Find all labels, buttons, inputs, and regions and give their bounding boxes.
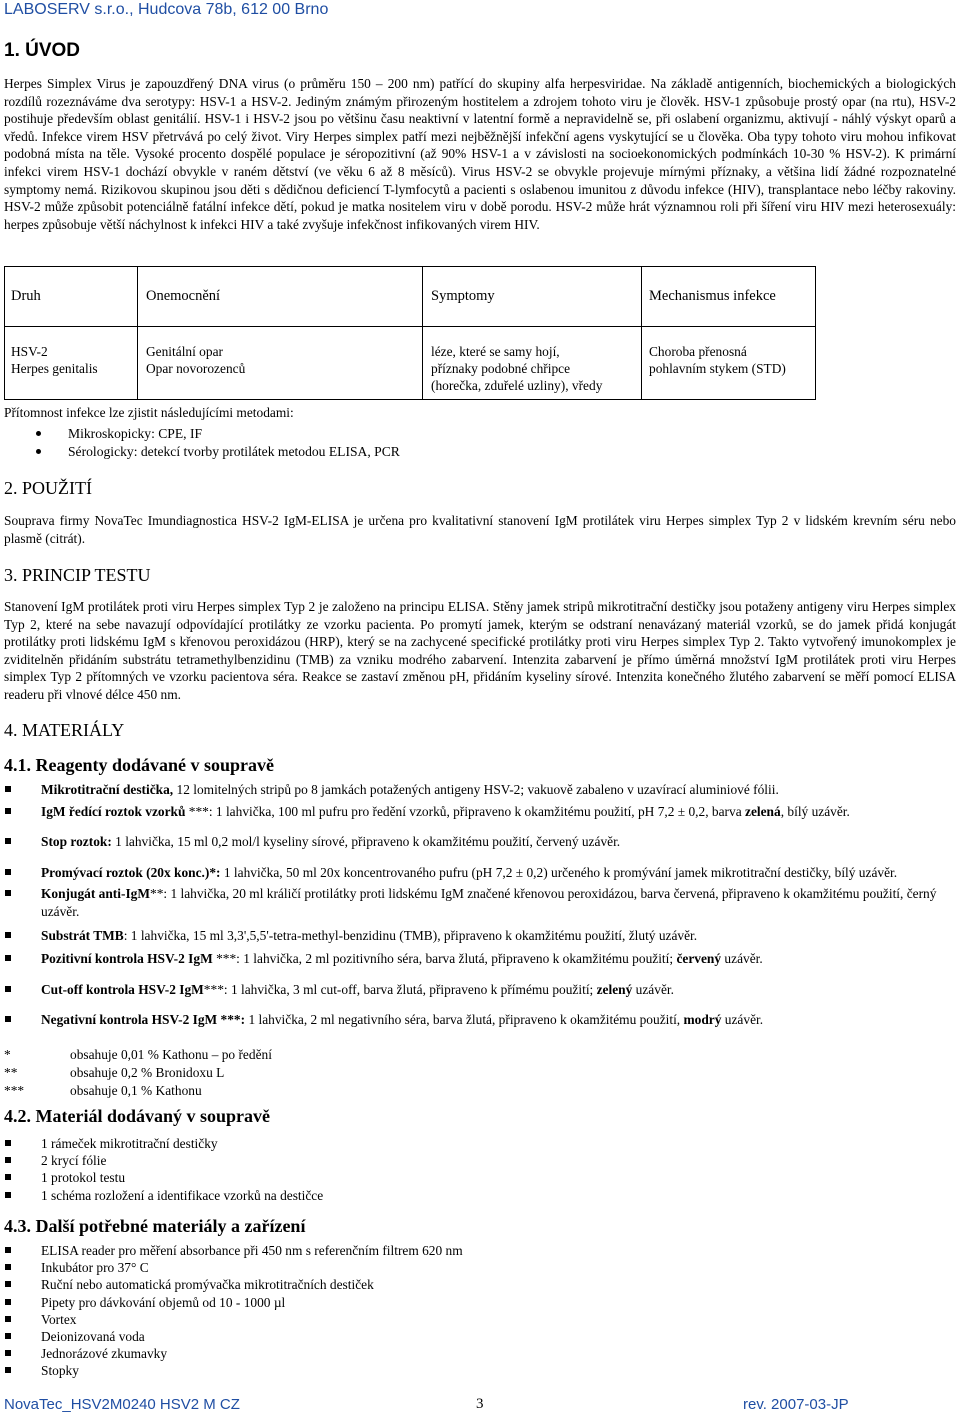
section-1-text: Herpes Simplex Virus je zapouzdřený DNA virus (o průměru 150 – 200 nm) patřící do skupiny alfa herpesviridae. Na základě antigenních, biochemických a biologických rozdílů rozeznáváme dva serotypy: HSV-1 a HSV-2. Jediným známým přirozeným hostitelem a zdrojem tohoto viru je člověk. HSV-1 způsobuje prostý opar (na rtu), HSV-2 postihuje především oblast genitálií. HSV-1 i HSV-2 jsou po většinu času neaktivní v latentní formě a nepravidelně se, při oslabení organizmu, aktivují - náhlý výskyt oparů a vředů. Infekce virem HSV přetrvává po celý život. Viry Herpes simplex patří mezi nejběžnější infekční agens vyskytující se u člověka. Oba typy tohoto viru mohou infikovat podobná místa na těle. Vysoké procento dospělé populace je séropozitivní (až 90% HSV-1 a v závislosti na socioekonomických podmínkách 10-30 % HSV-2). K primární infekci virem HSV-1 dochází obvykle v raném dětství (ve věku 6 až 8 měsíců). Virus HSV-2 se obvykle projevuje mírnými příznaky, a většina lidí žádné rozpoznatelné symptomy nemá. Rizikovou skupinou jsou děti s dědičnou deficiencí T-lymfocytů a pacienti s oslabenou imunitou z důvodu infekce (HIV), transplantace nebo léčby rakoviny. HSV-2 může způsobit potenciálně fatální infekce dětí, pokud je matka nositelem viru v době porodu. HSV-2 může hrát významnou roli při šíření viru HIV mezi heterosexuály: herpes způsobuje větší náchylnost k infekci HIV a také zvyšuje infekčnost infikovaných virem HIV. <box>4 76 956 232</box>
square-bullet-icon <box>5 1333 11 1339</box>
list-item: 1 schéma rozložení a identifikace vzorků na destičce <box>4 1187 956 1204</box>
square-bullet-icon <box>5 1316 11 1322</box>
footer-page-number: 3 <box>476 1396 484 1412</box>
company-header: LABOSERV s.r.o., Hudcova 78b, 612 00 Brno <box>4 1 329 18</box>
reagent-item: IgM ředící roztok vzorků ***: 1 lahvička, 100 ml pufru pro ředění vzorků, připraveno k okamžitému použití, pH 7,2 ± 0,2, barva zelená, bílý uzávěr. <box>4 803 956 821</box>
table-divider <box>5 326 815 327</box>
table-col-divider <box>641 267 642 399</box>
square-bullet-icon <box>5 1140 11 1146</box>
reagent-item: Substrát TMB: 1 lahvička, 15 ml 3,3',5,5'-tetra-methyl-benzidinu (TMB), připraveno k okamžitému použití, žlutý uzávěr. <box>4 927 956 945</box>
detection-intro: Přítomnost infekce lze zjistit následujícími metodami: <box>4 405 294 420</box>
list-item: Mikroskopicky: CPE, IF <box>0 425 400 443</box>
table-cell-symptomy: léze, které se samy hojí, příznaky podobné chřipce (horečka, zduřelé uzliny), vředy <box>431 344 603 393</box>
square-bullet-icon <box>5 890 11 896</box>
table-col-divider <box>137 267 138 399</box>
reagent-item: Konjugát anti-IgM**: 1 lahvička, 20 ml králičí protilátky proti lidskému IgM značené křenovou peroxidázou, barva červená, připraveno k okamžitému použití, černý uzávěr. <box>4 885 956 920</box>
round-bullet-icon <box>36 431 41 436</box>
section-4-1-title: 4.1. Reagenty dodávané v soupravě <box>4 755 275 775</box>
list-item: ELISA reader pro měření absorbance při 450 nm s referenčním filtrem 620 nm <box>4 1242 956 1259</box>
table-header-onemocneni: Onemocnění <box>146 288 221 304</box>
section-4-title: 4. MATERIÁLY <box>4 720 125 740</box>
list-item: Vortex <box>4 1311 956 1328</box>
square-bullet-icon <box>5 986 11 992</box>
section-4-3-title: 4.3. Další potřebné materiály a zařízení <box>4 1216 306 1236</box>
square-bullet-icon <box>5 1247 11 1253</box>
list-item: Sérologicky: detekcí tvorby protilátek metodou ELISA, PCR <box>0 443 400 461</box>
table-cell-druh: HSV-2 Herpes genitalis <box>11 344 98 376</box>
supplied-list <box>4 1135 956 1204</box>
square-bullet-icon <box>5 1350 11 1356</box>
table-header-symptomy: Symptomy <box>431 288 495 304</box>
table-header-mechanismus: Mechanismus infekce <box>649 288 776 304</box>
square-bullet-icon <box>5 1367 11 1373</box>
list-item: 1 rámeček mikrotitrační destičky <box>4 1135 956 1152</box>
footer-doc-id: NovaTec_HSV2M0240 HSV2 M CZ <box>4 1396 240 1413</box>
list-item: Inkubátor pro 37° C <box>4 1259 956 1276</box>
section-3-title: 3. PRINCIP TESTU <box>4 565 151 585</box>
list-item: Pipety pro dávkování objemů od 10 - 1000 µl <box>4 1294 956 1311</box>
document-page: LABOSERV s.r.o., Hudcova 78b, 612 00 Brno 1. ÚVOD Herpes Simplex Virus je zapouzdřený DNA virus (o průměru 150 – 200 nm) patřící do skupiny alfa herpesviridae. Na základě antigenních, biochemických a biologických rozdílů rozeznáváme dva serotypy: HSV-1 a HSV-2. Jediným známým přirozeným hostitelem a zdrojem tohoto viru je člověk. HSV-1 způsobuje prostý opar (na rtu), HSV-2 postihuje především oblast genitálií. HSV-1 i HSV-2 jsou po většinu času neaktivní v latentní formě a nepravidelně se, při oslabení organizmu, aktivují - náhlý výskyt oparů a vředů. Infekce virem HSV přetrvává po celý život. Viry Herpes simplex patří mezi nejběžnější infekční agens vyskytující se u člověka. Oba typy tohoto viru mohou infikovat podobná místa na těle. Vysoké procento dospělé populace je séropozitivní (až 90% HSV-1 a v závislosti na socioekonomických podmínkách 10-30 % HSV-2). K primární infekci virem HSV-1 dochází obvykle v raném dětství (ve věku 6 až 8 měsíců). Virus HSV-2 se obvykle projevuje mírnými příznaky, a většina lidí žádné rozpoznatelné symptomy nemá. Rizikovou skupinou jsou děti s dědičnou deficiencí T-lymfocytů a pacienti s oslabenou imunitou z důvodu infekce (HIV), transplantace nebo léčby rakoviny. HSV-2 může způsobit potenciálně fatální infekce dětí, pokud je matka nositelem viru v době porodu. HSV-2 může hrát významnou roli při šíření viru HIV mezi heterosexuály: herpes způsobuje větší náchylnost k infekci HIV a také zvyšuje infekčnost infikovaných virem HIV. Druh Onemocnění Symptomy Mechanismus infekce HSV-2 Herpes genitalis Genitální opar Opar novorozenců léze, které se samy hojí, příznaky podobné chřipce (horečka, zduřelé uzliny), vředy Choroba přenosná pohlavním stykem (STD) Přítomnost infekce lze zjistit následujícími metodami: Mikroskopicky: CPE, IF Sérologicky: detekcí tvorby protilátek metodou ELISA, PCR 2. POUŽITÍ Souprava firmy NovaTec Imundiagnostica HSV-2 IgM-ELISA je určena pro kvalitativní stanovení IgM protilátek viru Herpes simplex Typ 2 v lidském krevním séru nebo plasmě (citrát). 3. PRINCIP TESTU Stanovení IgM protilátek proti viru Herpes simplex Typ 2 je založeno na principu ELISA. Stěny jamek stripů mikrotitrační destičky jsou potaženy antigeny viru Herpes simplex Typ 2, které na sebe navazují odpovídající protilátky ze vzorku pacienta. Po promytí jamek, kterým se odstraní nenavázaný materiál vzorků, se do jamek přidá konjugát protilátky proti lidskému IgM s křenovou peroxidázou (HRP), který se na zachycené specifické protilátky proti viru Herpes simplex Typ 2. Takto vytvořený imunokomplex je zviditelněn přidáním substrátu tetramethylbenzidinu (TMB) za vzniku modrého zabarvení. Intenzita zabarvení je přímo úměrná množství IgM protilátek proti viru Herpes simplex Typ 2 přítomných ve vzorku pacientova séra. Reakce se zastaví změnou pH, přidáním kyseliny sírové. Intenzita konečného žlutého zabarvení se měří pomocí ELISA readeru při vlnové délce 450 nm. 4. MATERIÁLY 4.1. Reagenty dodávané v soupravě Mikrotitrační destička, 12 lomitelných stripů po 8 jamkách potažených antigeny HSV-2; vakuově zabaleno v uzavírací aluminiové fólii. IgM ředící roztok vzorků ***: 1 lahvička, 100 ml pufru pro ředění vzorků, připraveno k okamžitému použití, pH 7,2 ± 0,2, barva zelená, bílý uzávěr. Stop roztok: 1 lahvička, 15 ml 0,2 mol/l kyseliny sírové, připraveno k okamžitému použití, červený uzávěr. Promývací roztok (20x konc.)*: 1 lahvička, 50 ml 20x koncentrovaného pufru (pH 7,2 ± 0,2) určeného k promývání jamek mikrotitrační destičky, bílý uzávěr. Konjugát anti-IgM**: 1 lahvička, 20 ml králičí protilátky proti lidskému IgM značené křenovou peroxidázou, barva červená, připraveno k okamžitému použití, černý uzávěr. Substrát TMB: 1 lahvička, 15 ml 3,3',5,5'-tetra-methyl-benzidinu (TMB), připraveno k okamžitému použití, žlutý uzávěr. Pozitivní kontrola HSV-2 IgM ***: 1 lahvička, 2 ml pozitivního séra, barva žlutá, připraveno k okamžitému použití; červený uzávěr. Cut-off kontrola HSV-2 IgM***: 1 lahvička, 3 ml cut-off, barva žlutá, připraveno k přímému použití; zelený uzávěr. Negativní kontrola HSV-2 IgM ***: 1 lahvička, 2 ml negativního séra, barva žlutá, připraveno k okamžitému použití, modrý uzávěr. * obsahuje 0,01 % Kathonu – po ředění ** obsahuje 0,2 % Bronidoxu L *** obsahuje 0,1 % Kathonu 4.2. Materiál dodávaný v soupravě 1 rámeček mikrotitrační destičky 2 krycí fólie 1 protokol testu 1 schéma rozložení a identifikace vzorků na destičce 4.3. Další potřebné materiály a zařízení ELISA reader pro měření absorbance při 450 nm s referenčním filtrem 620 nm Inkubátor pro 37° C Ruční nebo automatická promývačka mikrotitračních destiček Pipety pro dávkování objemů od 10 - 1000 µl Vortex Deionizovaná voda Jednorázové zkumavky Stopky NovaTec_HSV2M0240 HSV2 M CZ 3 rev. 2007-03-JP <box>0 0 960 1419</box>
square-bullet-icon <box>5 1299 11 1305</box>
section-2-text: Souprava firmy NovaTec Imundiagnostica HSV-2 IgM-ELISA je určena pro kvalitativní stanovení IgM protilátek viru Herpes simplex Typ 2 v lidském krevním séru nebo plasmě (citrát). <box>4 513 956 546</box>
reagent-item: Cut-off kontrola HSV-2 IgM***: 1 lahvička, 3 ml cut-off, barva žlutá, připraveno k přímému použití; zelený uzávěr. <box>4 981 956 999</box>
footer-revision: rev. 2007-03-JP <box>743 1396 849 1413</box>
section-4-2-title: 4.2. Materiál dodávaný v soupravě <box>4 1106 271 1126</box>
list-item: Deionizovaná voda <box>4 1328 956 1345</box>
section-1-title: 1. ÚVOD <box>4 40 81 61</box>
table-cell-onemocneni: Genitální opar Opar novorozenců <box>146 344 246 376</box>
square-bullet-icon <box>5 1281 11 1287</box>
table-cell-mechanismus: Choroba přenosná pohlavním stykem (STD) <box>649 344 786 376</box>
square-bullet-icon <box>5 838 11 844</box>
list-item: 1 protokol testu <box>4 1169 956 1186</box>
square-bullet-icon <box>5 932 11 938</box>
list-item: 2 krycí fólie <box>4 1152 956 1169</box>
table-header-druh: Druh <box>11 288 41 304</box>
list-item: Stopky <box>4 1362 956 1379</box>
square-bullet-icon <box>5 1157 11 1163</box>
square-bullet-icon <box>5 786 11 792</box>
section-3-text: Stanovení IgM protilátek proti viru Herpes simplex Typ 2 je založeno na principu ELISA. Stěny jamek stripů mikrotitrační destičky jsou potaženy antigeny viru Herpes simplex Typ 2, které na sebe navazují odpovídající protilátky ze vzorku pacienta. Po promytí jamek, kterým se odstraní nenavázaný materiál vzorků, se do jamek přidá konjugát protilátky proti lidskému IgM s křenovou peroxidázou (HRP), který se na zachycené specifické protilátky proti viru Herpes simplex Typ 2. Takto vytvořený imunokomplex je zviditelněn přidáním substrátu tetramethylbenzidinu (TMB) za vzniku modrého zabarvení. Intenzita zabarvení je přímo úměrná množství IgM protilátek proti viru Herpes simplex Typ 2 přítomných ve vzorku pacientova séra. Reakce se zastaví změnou pH, přidáním kyseliny sírové. Intenzita konečného žlutého zabarvení se měří pomocí ELISA readeru při vlnové délce 450 nm. <box>4 599 956 702</box>
square-bullet-icon <box>5 955 11 961</box>
equipment-list <box>4 1242 956 1380</box>
reagent-item: Stop roztok: 1 lahvička, 15 ml 0,2 mol/l kyseliny sírové, připraveno k okamžitému použití, červený uzávěr. <box>4 833 956 851</box>
list-item: Ruční nebo automatická promývačka mikrotitračních destiček <box>4 1276 956 1293</box>
square-bullet-icon <box>5 1264 11 1270</box>
virus-table <box>4 266 816 400</box>
square-bullet-icon <box>5 869 11 875</box>
square-bullet-icon <box>5 1016 11 1022</box>
table-col-divider <box>422 267 423 399</box>
reagent-item: Negativní kontrola HSV-2 IgM ***: 1 lahvička, 2 ml negativního séra, barva žlutá, připraveno k okamžitému použití, modrý uzávěr. <box>4 1011 956 1029</box>
reagent-item: Pozitivní kontrola HSV-2 IgM ***: 1 lahvička, 2 ml pozitivního séra, barva žlutá, připraveno k okamžitému použití; červený uzávěr. <box>4 950 956 968</box>
detection-list <box>0 425 400 460</box>
reagent-list <box>4 781 956 1029</box>
section-2-title: 2. POUŽITÍ <box>4 478 92 498</box>
round-bullet-icon <box>36 449 41 454</box>
square-bullet-icon <box>5 1192 11 1198</box>
reagent-item: Promývací roztok (20x konc.)*: 1 lahvička, 50 ml 20x koncentrovaného pufru (pH 7,2 ± 0,2) určeného k promývání jamek mikrotitrační destičky, bílý uzávěr. <box>4 864 956 882</box>
square-bullet-icon <box>5 1174 11 1180</box>
square-bullet-icon <box>5 808 11 814</box>
reagent-item: Mikrotitrační destička, 12 lomitelných stripů po 8 jamkách potažených antigeny HSV-2; vakuově zabaleno v uzavírací aluminiové fólii. <box>4 781 956 799</box>
list-item: Jednorázové zkumavky <box>4 1345 956 1362</box>
